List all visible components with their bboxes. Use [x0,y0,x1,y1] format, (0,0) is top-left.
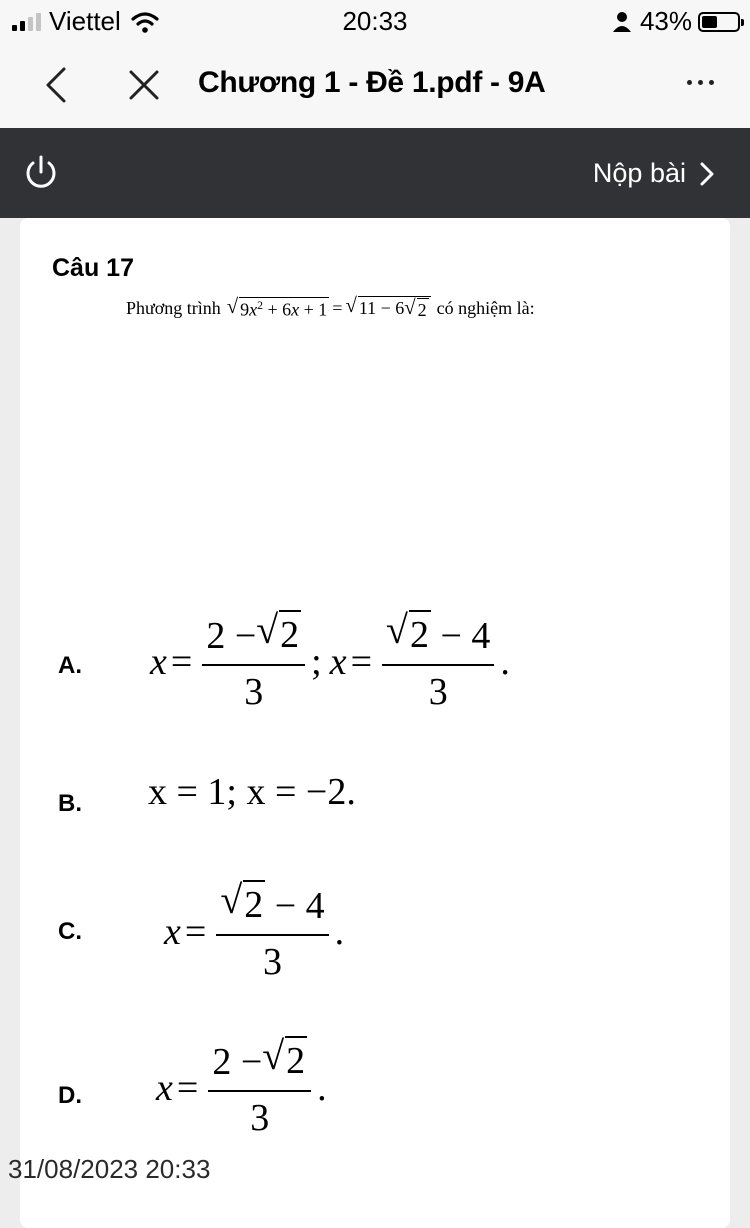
more-options-icon[interactable] [687,80,714,85]
power-icon[interactable] [22,154,60,192]
back-icon[interactable] [38,64,78,106]
option-d-label[interactable]: D. [58,1082,82,1109]
question-prefix: Phương trình [126,297,221,318]
option-a-formula[interactable]: x = 2 − √ 2 3 ; x = √ 2 − 4 3 . [150,607,510,713]
person-icon [612,11,632,33]
navigation-bar [0,44,750,128]
status-bar [0,0,750,44]
option-b-label[interactable]: B. [58,790,82,817]
exam-toolbar [0,128,750,218]
question-card [20,218,730,1228]
battery-icon [698,12,740,32]
option-b-formula[interactable]: x = 1; x = −2. [148,771,356,813]
option-c-formula[interactable]: x = √ 2 − 4 3 . [164,877,345,983]
page-title: Chương 1 - Đề 1.pdf - 9A [198,66,546,99]
option-c-label[interactable]: C. [58,918,82,945]
question-number: Câu 17 [52,254,134,282]
battery-percent: 43% [639,6,692,36]
photo-timestamp: 31/08/2023 20:33 [8,1154,211,1184]
close-icon[interactable] [124,64,164,106]
battery-fill [702,16,717,28]
question-text [126,296,535,321]
status-time: 20:33 [342,6,408,36]
battery-info [612,6,740,37]
submit-label: Nộp bài [592,158,686,188]
question-equation: √ $9x^2 + 6x + 1$ = √ 11 − 6 √ 2 [227,296,431,321]
option-d-formula[interactable]: x = 2 − √ 2 3 . [156,1033,327,1139]
question-suffix: có nghiệm là: [436,297,535,318]
chevron-right-icon [700,162,714,186]
carrier-name: Viettel [49,6,121,36]
option-a-label[interactable]: A. [58,652,82,679]
submit-button[interactable] [593,158,714,189]
